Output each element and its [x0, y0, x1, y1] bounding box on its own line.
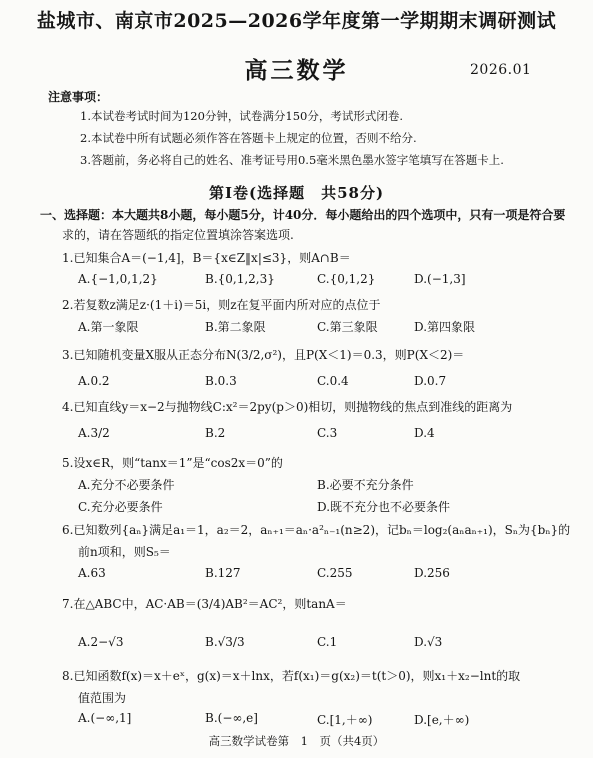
option-d: D.既不充分也不必要条件	[317, 500, 451, 514]
option-b: B.{0,1,2,3}	[205, 272, 275, 286]
notes-heading: 注意事项：	[48, 90, 109, 104]
option-b: B.必要不充分条件	[317, 478, 414, 492]
question-stem: 2.若复数z满足z·(1＋i)＝5i，则z在复平面内所对应的点位于	[62, 298, 381, 312]
question-stem: 6.已知数列{aₙ}满足a₁＝1，a₂＝2，aₙ₊₁＝aₙ·a²ₙ₋₁(n≥2)，记bₙ＝log₂(aₙaₙ₊₁)，Sₙ为{bₙ}的	[62, 523, 571, 537]
option-d: D.4	[414, 426, 435, 440]
option-a: A.0.2	[78, 374, 110, 388]
option-d: D.256	[414, 566, 450, 580]
option-a: A.(−∞,1]	[78, 711, 132, 725]
question-stem: 3.已知随机变量X服从正态分布N(3/2,σ²)，且P(X＜1)＝0.3，则P(X＜2)＝	[62, 348, 465, 362]
question-stem: 1.已知集合A＝(−1,4]，B＝{x∈Z‖x|≤3}，则A∩B＝	[62, 251, 351, 265]
question-stem-cont: 前n项和，则S₅＝	[78, 545, 171, 559]
section-intro: 一、选择题：本大题共8小题，每小题5分，计40分．每小题给出的四个选项中，只有一项是符合要	[40, 208, 566, 222]
section-title: 第Ⅰ卷(选择题 共58分)	[208, 184, 385, 202]
exam-title: 盐城市、南京市2025—2026学年度第一学期期末调研测试	[36, 10, 557, 32]
option-b: B.2	[205, 426, 226, 440]
option-d: D.(−1,3]	[414, 272, 466, 286]
note-item: 2.本试卷中所有试题必须作答在答题卡上规定的位置，否则不给分.	[80, 131, 417, 145]
option-c: C.0.4	[317, 374, 349, 388]
option-d: D.[e,＋∞)	[414, 713, 470, 727]
question-stem: 8.已知函数f(x)＝x＋eˣ，g(x)＝x＋lnx，若f(x₁)＝g(x₂)＝t(t＞0)，则x₁＋x₂−lnt的取	[62, 669, 521, 683]
option-a: A.3/2	[78, 426, 110, 440]
option-a: A.第一象限	[78, 320, 139, 334]
exam-date: 2026.01	[470, 62, 532, 78]
note-item: 3.答题前，务必将自己的姓名、准考证号用0.5毫米黑色墨水签字笔填写在答题卡上.	[80, 153, 504, 167]
section-intro-cont: 求的，请在答题纸的指定位置填涂答案选项.	[62, 228, 294, 242]
note-item: 1.本试卷考试时间为120分钟，试卷满分150分，考试形式闭卷.	[80, 109, 404, 123]
option-b: B.127	[205, 566, 241, 580]
option-d: D.√3	[414, 635, 443, 649]
option-a: A.充分不必要条件	[78, 478, 175, 492]
option-d: D.第四象限	[414, 320, 476, 334]
option-d: D.0.7	[414, 374, 447, 388]
option-c: C.255	[317, 566, 353, 580]
option-a: A.63	[78, 566, 106, 580]
option-c: C.[1,＋∞)	[317, 713, 373, 727]
option-c: C.{0,1,2}	[317, 272, 376, 286]
option-a: A.{−1,0,1,2}	[78, 272, 158, 286]
question-stem: 5.设x∈R，则“tanx＝1”是“cos2x＝0”的	[62, 456, 283, 470]
option-a: A.2−√3	[78, 635, 124, 649]
option-b: B.√3/3	[205, 635, 245, 649]
option-c: C.1	[317, 635, 338, 649]
option-b: B.(−∞,e]	[205, 711, 258, 725]
option-c: C.3	[317, 426, 338, 440]
option-c: C.第三象限	[317, 320, 378, 334]
option-b: B.第二象限	[205, 320, 266, 334]
page-footer: 高三数学试卷第 1 页（共4页）	[208, 734, 385, 748]
question-stem-cont: 值范围为	[78, 691, 127, 705]
option-c: C.充分必要条件	[78, 500, 163, 514]
question-stem: 7.在△ABC中，AC·AB＝(3/4)AB²＝AC²，则tanA＝	[62, 597, 347, 611]
subject-title: 高三数学	[244, 57, 349, 84]
option-b: B.0.3	[205, 374, 237, 388]
question-stem: 4.已知直线y＝x−2与抛物线C:x²＝2py(p＞0)相切，则抛物线的焦点到准线的距离为	[62, 400, 513, 414]
